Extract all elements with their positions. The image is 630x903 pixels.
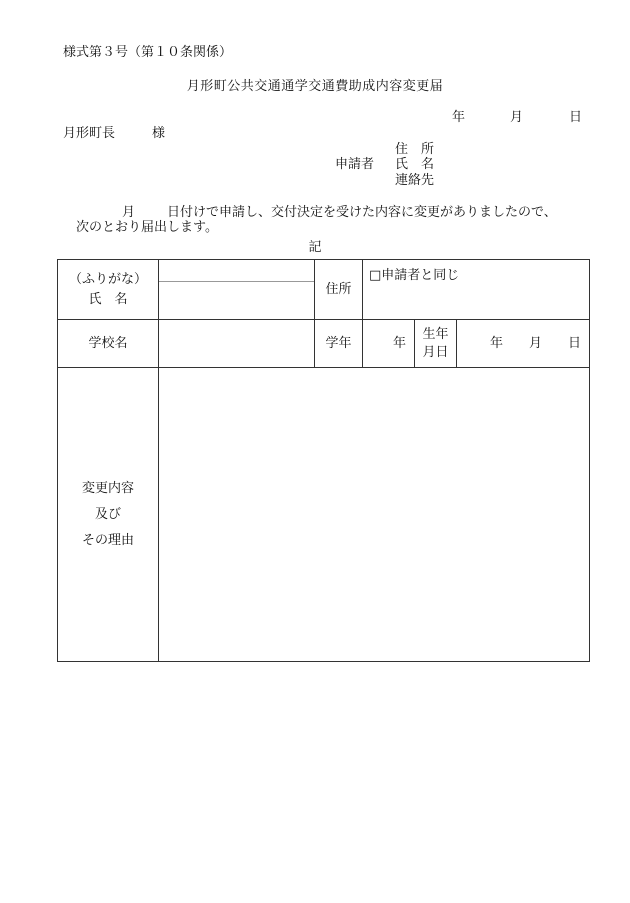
change-label-3: その理由 [81, 532, 134, 548]
recipient-honorific: 様 [152, 126, 166, 141]
change-form-table [57, 259, 590, 662]
date-year-label: 年 [452, 110, 466, 125]
applicant-label: 申請者 [335, 157, 375, 172]
document-title: 月形町公共交通通学交通費助成内容変更届 [186, 79, 444, 94]
birth-label-line2: 月日 [422, 344, 449, 360]
body-month: 月 [122, 205, 136, 220]
name-input-cell[interactable] [159, 260, 315, 320]
furigana-field[interactable] [159, 260, 314, 282]
applicant-address-label: 住 所 [395, 142, 435, 157]
grade-label: 学年 [315, 320, 363, 368]
furigana-label: （ふりがな） [68, 272, 147, 287]
school-field[interactable] [159, 320, 315, 368]
applicant-name-label: 氏 名 [395, 157, 435, 172]
body-line-1: 日付けで申請し、交付決定を受けた内容に変更がありましたので、 [167, 205, 557, 220]
change-reason-label [58, 368, 159, 662]
change-label-1: 変更内容 [81, 480, 134, 496]
change-reason-field[interactable] [159, 368, 590, 662]
name-label: 氏 名 [88, 291, 128, 307]
address-field[interactable] [363, 260, 590, 320]
date-day-label: 日 [569, 110, 583, 125]
birth-date-field[interactable] [457, 320, 590, 368]
birth-label-cell [415, 320, 457, 368]
birth-date-units: 年 月 日 [490, 335, 582, 351]
change-label-2: 及び [94, 506, 121, 522]
body-line-2: 次のとおり届出します。 [76, 220, 218, 235]
table-row-change [58, 368, 590, 662]
table-row-name [58, 260, 590, 320]
school-label: 学校名 [58, 320, 159, 368]
name-field[interactable] [159, 282, 314, 319]
birth-label-line1: 生年 [422, 326, 449, 342]
ki-heading: 記 [308, 240, 322, 255]
same-as-applicant-checkbox[interactable]: □申請者と同じ [369, 268, 460, 283]
date-month-label: 月 [510, 110, 524, 125]
address-label: 住所 [315, 260, 363, 320]
name-label-cell [58, 260, 159, 320]
recipient: 月形町長 [63, 126, 116, 141]
form-number: 様式第３号（第１０条関係） [63, 45, 233, 60]
table-row-school [58, 320, 590, 368]
grade-unit: 年 [392, 335, 406, 351]
grade-field[interactable] [363, 320, 415, 368]
applicant-contact-label: 連絡先 [395, 173, 435, 188]
